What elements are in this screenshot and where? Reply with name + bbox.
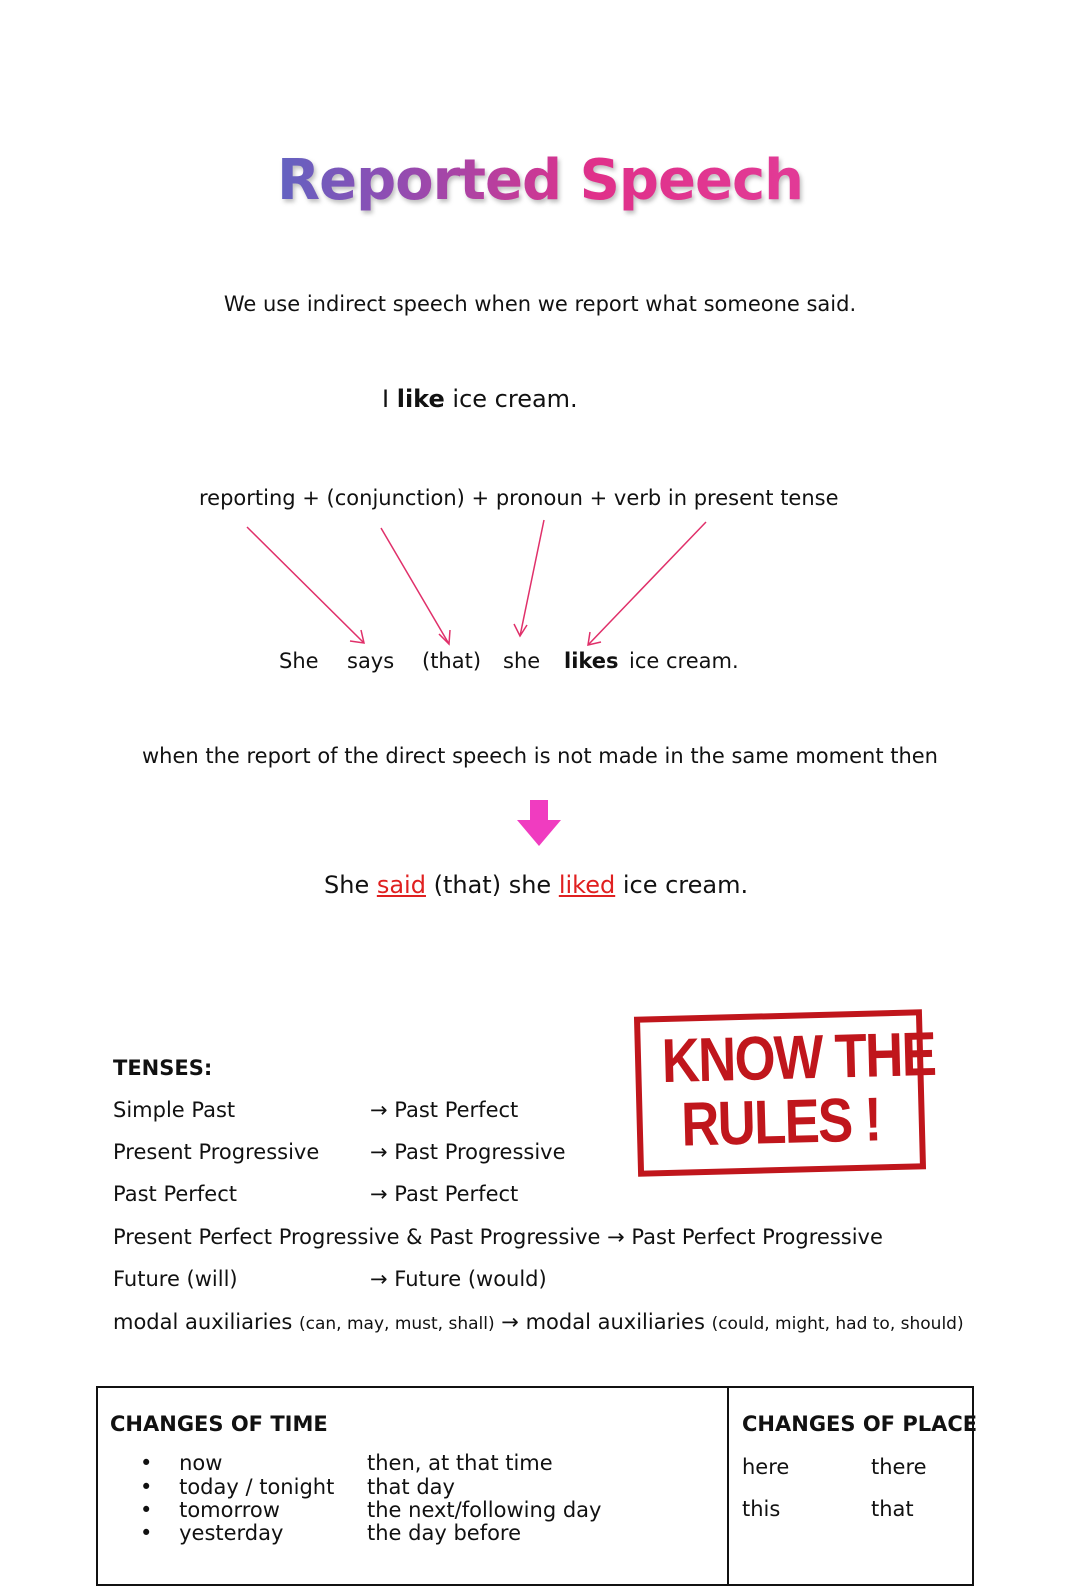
- tenses-heading: TENSES:: [113, 1056, 213, 1080]
- place-replacement: there: [871, 1455, 927, 1479]
- place-word: this: [742, 1497, 781, 1521]
- indirect-word: (that): [422, 649, 482, 673]
- arrow-line: [247, 527, 364, 643]
- place-word: here: [742, 1455, 790, 1479]
- know-the-rules-stamp: KNOW THE RULES !: [634, 1009, 926, 1176]
- tense-to: → Past Perfect: [370, 1098, 519, 1122]
- indirect-word: likes: [564, 649, 619, 673]
- time-row-replacement: then, at that time: [367, 1451, 553, 1475]
- place-heading: CHANGES OF PLACE: [742, 1412, 978, 1436]
- tense-to: → Past Progressive: [370, 1140, 566, 1164]
- time-row: • yesterday: [140, 1521, 284, 1545]
- arrow-line: [381, 528, 449, 644]
- indirect-word: ice cream.: [629, 649, 739, 673]
- table-divider: [727, 1386, 729, 1586]
- time-row: • today / tonight: [140, 1475, 335, 1499]
- formula-arrows: [0, 0, 1080, 700]
- tense-from: Future (will): [113, 1267, 238, 1291]
- direct-speech-example: I like ice cream.: [382, 385, 578, 413]
- place-replacement: that: [871, 1497, 914, 1521]
- time-row-replacement: the day before: [367, 1521, 522, 1545]
- page-title: Reported Speech: [0, 148, 1080, 213]
- indirect-word: she: [503, 649, 541, 673]
- down-arrow-icon: [517, 800, 561, 848]
- intro-text: We use indirect speech when we report what someone said.: [223, 292, 857, 316]
- time-row: • now: [140, 1451, 223, 1475]
- tense-from: Present Progressive: [113, 1140, 320, 1164]
- time-row-replacement: the next/following day: [367, 1498, 602, 1522]
- past-example: She said (that) she liked ice cream.: [324, 871, 749, 899]
- indirect-word: says: [347, 649, 395, 673]
- indirect-word: She: [279, 649, 319, 673]
- arrow-line: [588, 522, 706, 645]
- arrow-line: [520, 520, 544, 636]
- tense-from: Past Perfect: [113, 1182, 238, 1206]
- time-heading: CHANGES OF TIME: [110, 1412, 328, 1436]
- tense-from: Simple Past: [113, 1098, 236, 1122]
- tense-row-full: Present Perfect Progressive & Past Progressive → Past Perfect Progressive: [113, 1225, 883, 1249]
- condition-text: when the report of the direct speech is not made in the same moment then: [141, 744, 938, 768]
- tense-to: → Future (would): [370, 1267, 547, 1291]
- formula: reporting + (conjunction) + pronoun + verb in present tense: [199, 486, 839, 510]
- tense-to: → Past Perfect: [370, 1182, 519, 1206]
- time-row-replacement: that day: [367, 1475, 455, 1499]
- time-row: • tomorrow: [140, 1498, 280, 1522]
- modal-row: modal auxiliaries (can, may, must, shall) → modal auxiliaries (could, might, had to, should): [113, 1310, 964, 1334]
